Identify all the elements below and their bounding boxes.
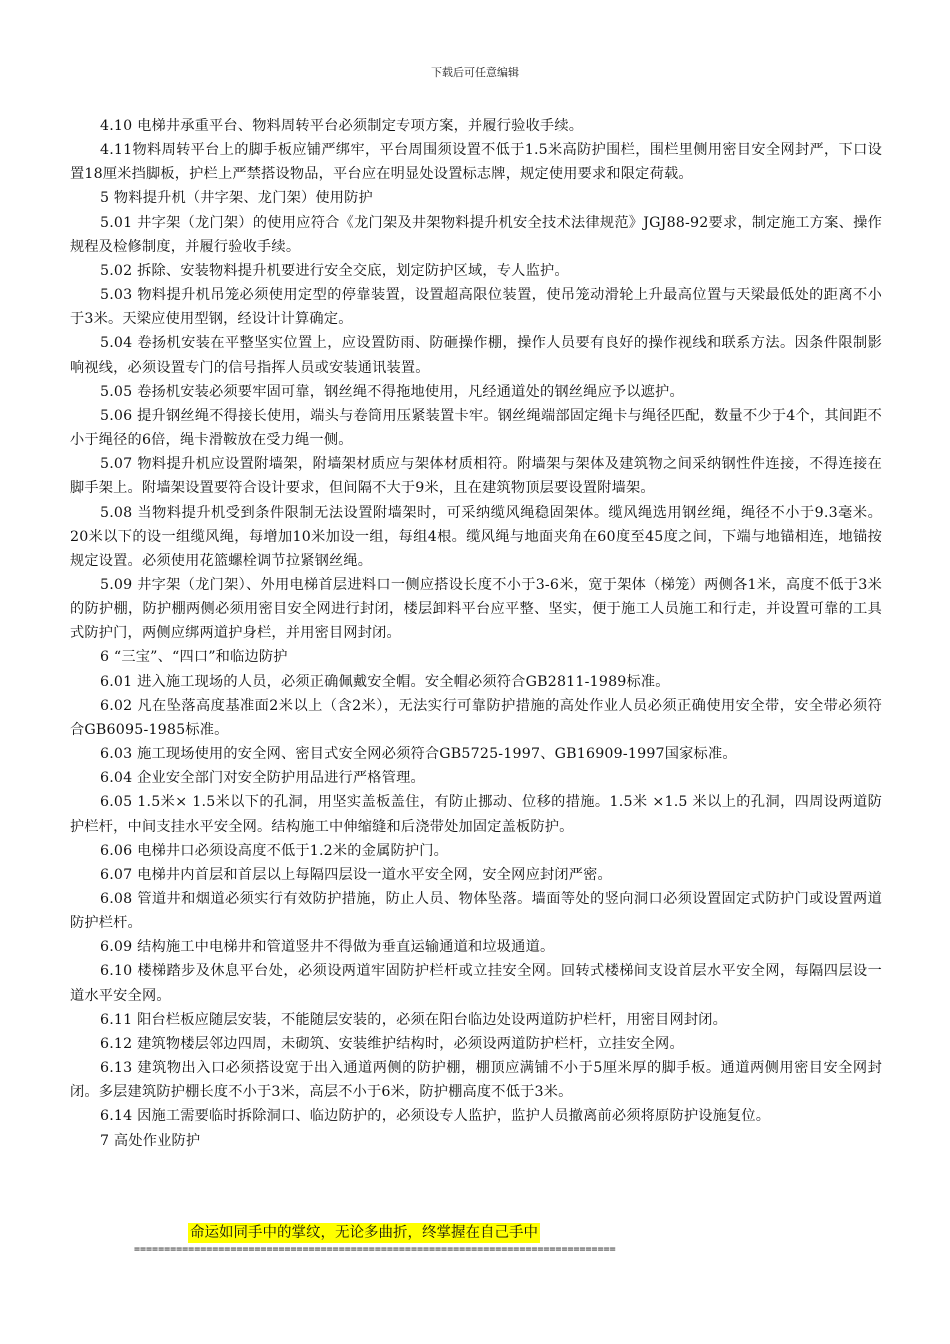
- section-heading: 7 高处作业防护: [100, 1132, 201, 1149]
- paragraph: 5.08 当物料提升机受到条件限制无法设置附墙架时，可采纳缆风绳稳固架体。缆风绳选用钢丝绳，绳径不小于9.3毫米。20米以下的设一组缆风绳，每增加10米加设一组，每组4根。缆风绳与地面夹角在60度至45度之间，下端与地锚相连，地锚按规定设置。必须使用花篮螺栓调节拉紧钢丝绳。: [70, 504, 882, 569]
- paragraph: 6.07 电梯井内首层和首层以上每隔四层设一道水平安全网，安全网应封闭严密。: [100, 866, 612, 883]
- paragraph: 6.02 凡在坠落高度基准面2米以上（含2米），无法实行可靠防护措施的高处作业人员必须正确使用安全带，安全带必须符合GB6095-1985标准。: [70, 697, 882, 738]
- section-heading: 5 物料提升机（井字架、龙门架）使用防护: [100, 190, 373, 207]
- paragraph: 6.10 楼梯踏步及休息平台处，必须设两道牢固防护栏杆或立挂安全网。回转式楼梯间支设首层水平安全网，每隔四层设一道水平安全网。: [70, 963, 882, 1004]
- paragraph: 6.11 阳台栏板应随层安装，不能随层安装的，必须在阳台临边处设两道防护栏杆，用密目网封闭。: [100, 1011, 727, 1028]
- paragraph: 6.08 管道井和烟道必须实行有效防护措施，防止人员、物体坠落。墙面等处的竖向洞口必须设置固定式防护门或设置两道防护栏杆。: [70, 891, 882, 932]
- paragraph: 5.07 物料提升机应设置附墙架，附墙架材质应与架体材质相符。附墙架与架体及建筑物之间采纳钢性件连接，不得连接在脚手架上。附墙架设置要符合设计要求，但间隔不大于9米，且在建筑物顶层要设置附墙架。: [70, 456, 882, 497]
- paragraph: 6.13 建筑物出入口必须搭设宽于出入通道两侧的防护棚，棚顶应满铺不小于5厘米厚的脚手板。通道两侧用密目安全网封闭。多层建筑防护棚长度不小于3米，高层不小于6米，防护棚高度不低于3米。: [70, 1060, 882, 1101]
- paragraph: 6.03 施工现场使用的安全网、密目式安全网必须符合GB5725-1997、GB16909-1997国家标准。: [100, 746, 737, 763]
- paragraph: 6.06 电梯井口必须设高度不低于1.2米的金属防护门。: [100, 842, 449, 859]
- paragraph: 5.06 提升钢丝绳不得接长使用，端头与卷筒用压紧装置卡牢。钢丝绳端部固定绳卡与绳径匹配，数量不少于4个，其间距不小于绳径的6倍，绳卡滑鞍放在受力绳一侧。: [70, 407, 882, 449]
- footer-quote: 命运如同手中的掌纹，无论多曲折，终掌握在自己手中: [190, 1225, 538, 1241]
- paragraph: 5.02 拆除、安装物料提升机要进行安全交底，划定防护区域，专人监护。: [100, 262, 569, 279]
- paragraph: 6.12 建筑物楼层邻边四周，未砌筑、安装维护结构时，必须设两道防护栏杆，立挂安全网。: [100, 1035, 684, 1052]
- page-header: 下载后可任意编辑: [431, 66, 519, 79]
- paragraph: 4.10 电梯井承重平台、物料周转平台必须制定专项方案，并履行验收手续。: [100, 118, 584, 134]
- paragraph: 5.05 卷扬机安装必须要牢固可靠，钢丝绳不得拖地使用，凡经通道处的钢丝绳应予以遮护。: [100, 383, 684, 400]
- paragraph: 6.04 企业安全部门对安全防护用品进行严格管理。: [100, 770, 425, 787]
- paragraph: 6.05 1.5米× 1.5米以下的孔洞，用坚实盖板盖住，有防止挪动、位移的措施。1.5米 ×1.5 米以上的孔洞，四周设两道防护栏杆，中间支挂水平安全网。结构施工中伸缩缝和后浇带处加固定盖板防护。: [70, 794, 882, 835]
- paragraph: 6.14 因施工需要临时拆除洞口、临边防护的，必须设专人监护，监护人员撤离前必须将原防护设施复位。: [100, 1108, 771, 1125]
- paragraph: 5.03 物料提升机吊笼必须使用定型的停靠装置，设置超高限位装置，使吊笼动滑轮上升最高位置与天梁最低处的距离不小于3米。天梁应使用型钢，经设计计算确定。: [70, 287, 882, 328]
- document-body: [70, 114, 882, 1153]
- paragraph: 4.11物料周转平台上的脚手板应铺严绑牢，平台周围须设置不低于1.5米高防护围栏，围栏里侧用密目安全网封严，下口设置18厘米挡脚板，护栏上严禁搭设物品，平台应在明显处设置标志牌，规定使用要求和限定荷载。: [70, 142, 882, 183]
- paragraph: 5.04 卷扬机安装在平整坚实位置上，应设置防雨、防砸操作棚，操作人员要有良好的操作视线和联系方法。因条件限制影响视线，必须设置专门的信号指挥人员或安装通讯装置。: [70, 335, 882, 376]
- paragraph: 6.09 结构施工中电梯井和管道竖井不得做为垂直运输通道和垃圾通道。: [100, 939, 555, 956]
- paragraph: 5.09 井字架（龙门架）、外用电梯首层进料口一侧应搭设长度不小于3-6米，宽于架体（梯笼）两侧各1米，高度不低于3米的防护棚，防护棚两侧必须用密目安全网进行封闭，楼层卸料平台应平整、坚实，便于施工人员施工和行走，并设置可靠的工具式防护门，两侧应绑两道护身栏，并用密目网封闭。: [70, 576, 882, 642]
- footer-divider: ================================================================================: [134, 1244, 616, 1255]
- paragraph: 5.01 井字架（龙门架）的使用应符合《龙门架及井架物料提升机安全技术法律规范》JGJ88-92要求，制定施工方案、操作规程及检修制度，并履行验收手续。: [70, 214, 882, 255]
- section-heading: 6 “三宝”、“四口”和临边防护: [100, 649, 288, 666]
- paragraph: 6.01 进入施工现场的人员，必须正确佩戴安全帽。安全帽必须符合GB2811-1989标准。: [100, 673, 670, 690]
